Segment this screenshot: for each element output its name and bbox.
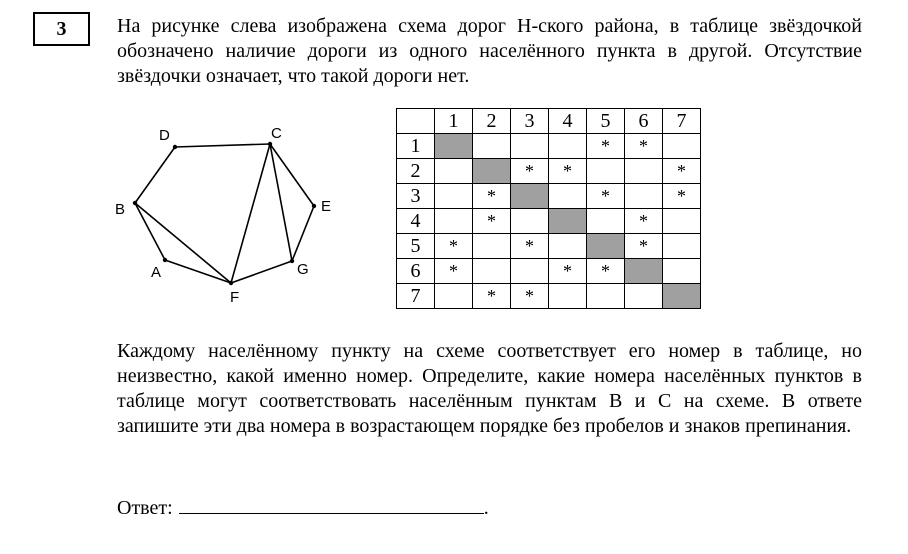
edge-c-g [270,144,292,261]
diagonal-cell [473,159,511,184]
empty-cell [587,159,625,184]
answer-row [117,495,489,520]
node-label-f: F [230,289,240,306]
road-star-cell: * [663,159,701,184]
road-star-cell: * [511,284,549,309]
row-header: 1 [397,134,435,159]
node-g-dot [290,259,294,263]
empty-cell [549,234,587,259]
empty-cell [587,209,625,234]
row-header: 7 [397,284,435,309]
edge-g-f [231,261,292,283]
road-star-cell: * [435,234,473,259]
node-label-e: E [321,198,332,215]
edge-c-f [231,144,270,283]
empty-cell [435,159,473,184]
column-header: 2 [473,109,511,134]
road-star-cell: * [435,259,473,284]
table-corner-cell [397,109,435,134]
diagonal-cell [587,234,625,259]
table-row [397,209,701,234]
empty-cell [511,134,549,159]
answer-label: Ответ: [117,497,173,519]
node-label-c: C [271,125,282,142]
column-header: 3 [511,109,549,134]
row-header: 5 [397,234,435,259]
node-a-dot [163,258,167,262]
column-header: 6 [625,109,663,134]
diagonal-cell [625,259,663,284]
road-star-cell: * [473,284,511,309]
empty-cell [663,209,701,234]
node-label-g: G [297,261,309,278]
edge-b-a [135,203,165,260]
table-row [397,259,701,284]
node-label-d: D [159,127,170,144]
row-header: 2 [397,159,435,184]
road-star-cell: * [511,159,549,184]
empty-cell [625,159,663,184]
node-e-dot [312,204,316,208]
row-header: 3 [397,184,435,209]
road-star-cell: * [625,209,663,234]
road-graph [110,118,350,318]
empty-cell [473,259,511,284]
table-row [397,184,701,209]
empty-cell [435,209,473,234]
node-label-b: B [115,201,126,218]
empty-cell [511,209,549,234]
road-star-cell: * [549,259,587,284]
row-header: 6 [397,259,435,284]
empty-cell [587,284,625,309]
diagonal-cell [663,284,701,309]
column-header: 7 [663,109,701,134]
empty-cell [663,134,701,159]
diagonal-cell [435,134,473,159]
answer-field[interactable] [179,495,484,514]
road-star-cell: * [473,184,511,209]
node-label-a: A [151,264,162,281]
adjacency-table [396,108,701,309]
edge-e-g [292,206,314,261]
empty-cell [549,284,587,309]
road-star-cell: * [511,234,549,259]
edge-d-c [175,144,270,147]
table-row [397,134,701,159]
table-row [397,159,701,184]
answer-tail: . [483,497,489,519]
edge-a-f [165,260,231,283]
road-star-cell: * [473,209,511,234]
empty-cell [473,134,511,159]
table-row [397,284,701,309]
diagonal-cell [549,209,587,234]
table-header-row [397,109,701,134]
empty-cell [435,184,473,209]
task-intro: На рисунке слева изображена схема дорог Н-ского района, в таблице звёздочкой обозначено наличие дороги из одного населённого пункта в другой. Отсутствие звёздочки означает, что такой дороги нет. [117,15,862,87]
empty-cell [625,184,663,209]
road-star-cell: * [625,234,663,259]
edge-b-f [135,203,231,283]
diagonal-cell [511,184,549,209]
empty-cell [549,184,587,209]
node-d-dot [173,145,177,149]
empty-cell [435,284,473,309]
road-star-cell: * [549,159,587,184]
column-header: 4 [549,109,587,134]
node-c-dot [268,142,272,146]
road-star-cell: * [587,134,625,159]
column-header: 1 [435,109,473,134]
node-b-dot [133,201,137,205]
edge-d-b [135,147,175,203]
table-row [397,234,701,259]
row-header: 4 [397,209,435,234]
road-star-cell: * [587,184,625,209]
node-f-dot [229,281,233,285]
empty-cell [625,284,663,309]
empty-cell [511,259,549,284]
empty-cell [473,234,511,259]
road-star-cell: * [663,184,701,209]
task-question: Каждому населённому пункту на схеме соответствует его номер в таблице, но неизвестно, какой именно номер. Определите, какие номера населённых пунктов в таблице могут соответствовать населённым пунктам B и C на схеме. В ответе запишите эти два номера в возрастающем порядке без пробелов и знаков препинания. [117,340,862,437]
task-number: 3 [33,12,90,46]
empty-cell [549,134,587,159]
road-star-cell: * [587,259,625,284]
column-header: 5 [587,109,625,134]
road-star-cell: * [625,134,663,159]
empty-cell [663,259,701,284]
empty-cell [663,234,701,259]
